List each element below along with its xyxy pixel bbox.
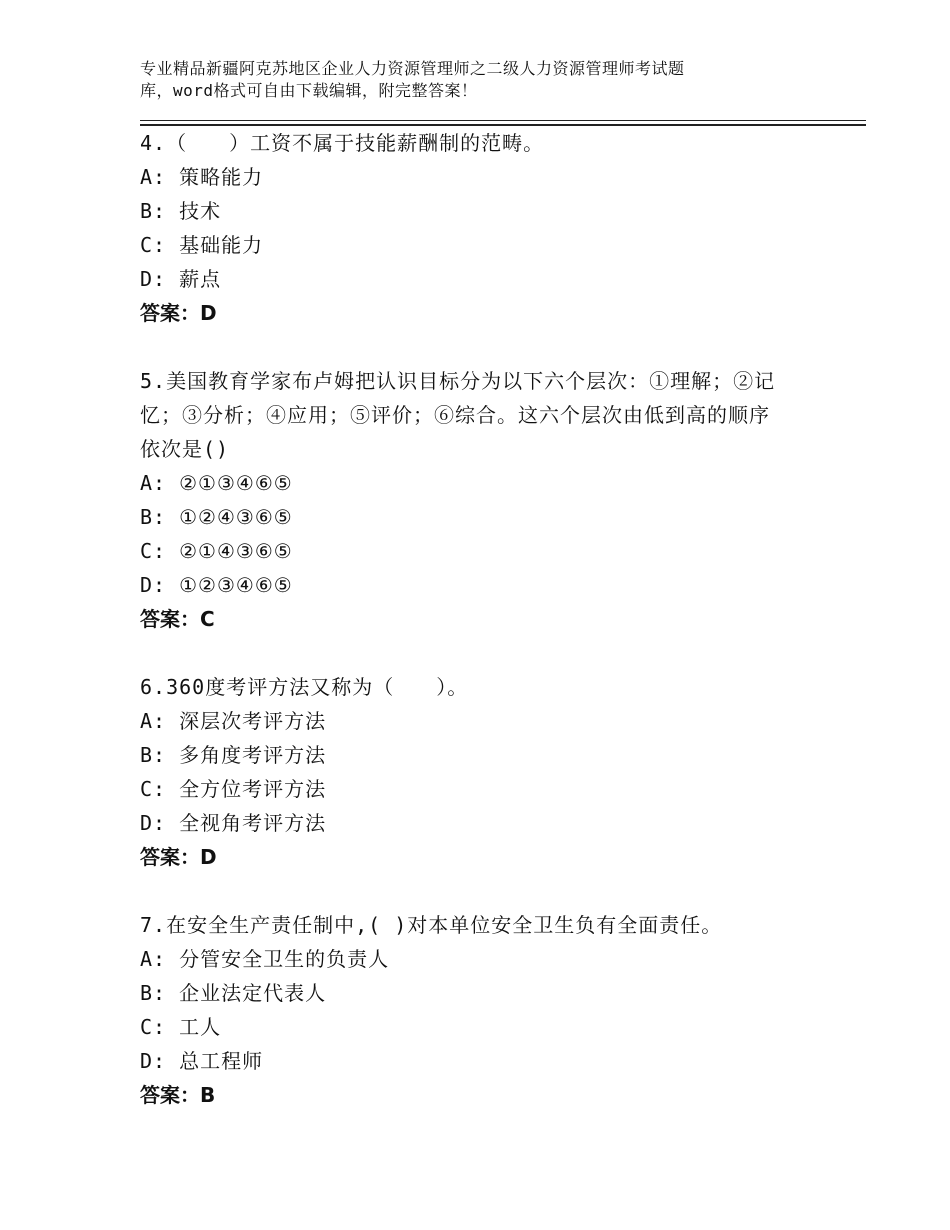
question-5-stem-line-3: 依次是() [140,437,230,461]
question-5-option-a: A: ②①③④⑥⑤ [140,471,293,495]
question-5-option-b: B: ①②④③⑥⑤ [140,505,293,529]
question-5-option-c: C: ②①④③⑥⑤ [140,539,293,563]
question-7-stem: 7.在安全生产责任制中,( )对本单位安全卫生负有全面责任。 [140,913,723,937]
question-4 [140,126,866,330]
question-5-stem-line-1: 5.美国教育学家布卢姆把认识目标分为以下六个层次：①理解；②记 [140,369,776,393]
question-6-option-a: A: 深层次考评方法 [140,709,327,733]
question-5-stem-line-2: 忆；③分析；④应用；⑤评价；⑥综合。这六个层次由低到高的顺序 [140,403,770,427]
header-title-line-2: 库，word格式可自由下载编辑，附完整答案！ [140,81,478,100]
question-4-option-a: A: 策略能力 [140,165,264,189]
question-4-option-c: C: 基础能力 [140,233,264,257]
question-7-option-c: C: 工人 [140,1015,222,1039]
question-4-answer: 答案：D [140,301,217,325]
question-6-option-b: B: 多角度考评方法 [140,743,327,767]
question-5 [140,364,866,636]
question-6-option-d: D: 全视角考评方法 [140,811,327,835]
document-header [140,58,840,102]
question-7-option-a: A: 分管安全卫生的负责人 [140,947,390,971]
question-6-option-c: C: 全方位考评方法 [140,777,327,801]
question-6-stem: 6.360度考评方法又称为（ ）。 [140,675,469,699]
question-5-option-d: D: ①②③④⑥⑤ [140,573,293,597]
question-6 [140,670,866,874]
header-divider-thin [140,120,866,121]
question-7-option-b: B: 企业法定代表人 [140,981,327,1005]
question-4-option-b: B: 技术 [140,199,222,223]
question-5-answer: 答案：C [140,607,215,631]
question-list [140,126,866,1146]
question-6-answer: 答案：D [140,845,217,869]
question-7 [140,908,866,1112]
question-4-option-d: D: 薪点 [140,267,222,291]
question-7-answer: 答案：B [140,1083,216,1107]
question-4-stem: 4.（ ）工资不属于技能薪酬制的范畴。 [140,131,545,155]
question-7-option-d: D: 总工程师 [140,1049,264,1073]
header-title-line-1: 专业精品新疆阿克苏地区企业人力资源管理师之二级人力资源管理师考试题 [140,59,685,78]
